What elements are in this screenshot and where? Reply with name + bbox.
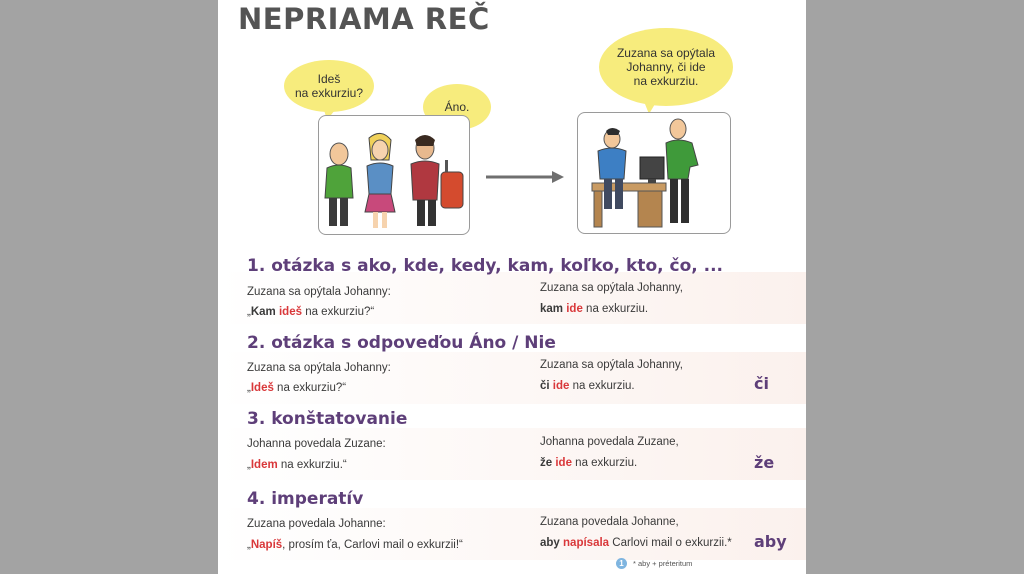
conjunction-label: aby — [754, 532, 787, 551]
text-run: na exkurziu. — [569, 380, 635, 392]
text-run: na exkurziu. — [571, 457, 638, 469]
direct-speech-intro: Zuzana sa opýtala Johanny: — [247, 362, 391, 374]
highlighted-verb: ide — [555, 457, 572, 469]
text-run: „ — [247, 539, 251, 551]
text-run: „ — [247, 459, 251, 471]
indirect-speech-clause — [540, 303, 648, 315]
indirect-speech-clause — [540, 380, 635, 392]
office-illustration — [578, 113, 730, 233]
question-word: kam — [540, 303, 564, 315]
text-run: na exkurziu?“ — [302, 306, 375, 318]
section-heading: 4. imperatív — [247, 489, 364, 509]
direct-speech-quote — [247, 306, 374, 318]
section-band — [218, 352, 806, 404]
conjunction-label: či — [754, 374, 769, 393]
question-word: Kam — [250, 306, 276, 318]
highlighted-verb: Napíš — [250, 539, 283, 551]
section-band — [218, 428, 806, 480]
highlighted-verb: napísala — [563, 537, 610, 549]
question-word: aby — [540, 537, 560, 549]
direct-speech-quote — [247, 539, 463, 551]
page-title: NEPRIAMA REČ — [238, 2, 490, 36]
indirect-speech-clause — [540, 457, 637, 469]
section-band — [218, 508, 806, 560]
text-run: na exkurziu.“ — [277, 459, 347, 471]
highlighted-verb: Idem — [250, 459, 278, 471]
highlighted-verb: ide — [566, 303, 583, 315]
section-heading: 3. konštatovanie — [247, 409, 408, 429]
indirect-speech-clause — [540, 537, 732, 549]
indirect-speech-intro: Zuzana sa opýtala Johanny, — [540, 359, 683, 371]
question-word: či — [540, 380, 550, 392]
direct-speech-intro: Zuzana povedala Johanne: — [247, 518, 386, 530]
section-heading: 1. otázka s ako, kde, kedy, kam, koľko, kto, čo, ... — [247, 256, 723, 276]
office-picture — [577, 112, 731, 234]
footnote — [616, 558, 692, 569]
indirect-speech-intro: Zuzana povedala Johanne, — [540, 516, 679, 528]
highlighted-verb: Ideš — [250, 382, 274, 394]
text-run: „ — [247, 382, 251, 394]
indirect-speech-intro: Johanna povedala Zuzane, — [540, 436, 679, 448]
three-friends-illustration — [319, 116, 469, 234]
direct-speech-quote — [247, 382, 346, 394]
text-run: , prosím ťa, Carlovi mail o exkurzii!“ — [282, 539, 463, 551]
text-run: na exkurziu. — [582, 303, 649, 315]
footnote-text: * aby + préteritum — [633, 559, 693, 568]
textbook-page — [218, 0, 806, 574]
highlighted-verb: ide — [552, 380, 570, 392]
speech-bubble-reported: Zuzana sa opýtala Johanny, či ide na exkurziu. — [599, 28, 733, 106]
speech-bubble-question: Ideš na exkurziu? — [284, 60, 374, 112]
conjunction-label: že — [754, 453, 775, 472]
highlighted-verb: ideš — [278, 306, 302, 318]
indirect-speech-intro: Zuzana sa opýtala Johanny, — [540, 282, 683, 294]
section-heading: 2. otázka s odpoveďou Áno / Nie — [247, 333, 556, 353]
footnote-number-badge: 1 — [616, 558, 627, 569]
direct-speech-intro: Zuzana sa opýtala Johanny: — [247, 286, 391, 298]
text-run: „ — [247, 306, 251, 318]
direct-speech-quote — [247, 459, 347, 471]
question-word: že — [540, 457, 553, 469]
text-run: Carlovi mail o exkurzii.* — [609, 537, 732, 549]
conversation-picture — [318, 115, 470, 235]
speech-bubble-answer: Áno. — [423, 84, 491, 130]
arrow-right-icon — [484, 170, 566, 184]
text-run: na exkurziu?“ — [273, 382, 347, 394]
direct-speech-intro: Johanna povedala Zuzane: — [247, 438, 386, 450]
